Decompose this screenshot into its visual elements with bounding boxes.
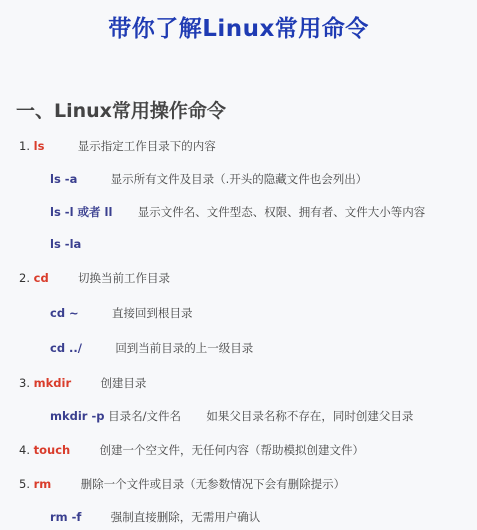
command-name: cd [33,271,49,285]
command-description: 如果父目录名称不存在，同时创建父目录 [206,409,414,423]
command-description: 强制直接删除，无需用户确认 [110,510,261,524]
command-description: 删除一个文件或目录（无参数情况下会有删除提示） [80,477,346,491]
command-description: 显示指定工作目录下的内容 [77,139,216,153]
list-item-touch [19,442,364,458]
command-description: 显示所有文件及目录（.开头的隐藏文件也会列出） [110,172,368,186]
command-option: ls -la [50,237,82,251]
list-item-cd-home [50,305,193,321]
command-description: 回到当前目录的上一级目录 [115,341,254,355]
list-item-mkdir [19,375,146,391]
list-item-cd [19,270,170,286]
list-item-ls-a [50,171,367,187]
command-option: mkdir -p [50,409,105,423]
command-description: 切换当前工作目录 [78,271,171,285]
item-number: 3. [19,376,30,390]
list-item-cd-parent [50,340,253,356]
list-item-rm-f [50,509,260,525]
command-option: ls -a [50,172,78,186]
item-number: 2. [19,271,30,285]
list-item-rm [19,476,345,492]
command-option: cd ~ [50,306,79,320]
command-option: ls -l 或者 ll [50,205,113,219]
item-number: 5. [19,477,30,491]
command-description: 直接回到根目录 [112,306,193,320]
command-option: cd ../ [50,341,82,355]
list-item-ls-la [50,237,81,251]
item-number: 1. [19,139,30,153]
command-name: rm [33,477,52,491]
command-option: rm -f [50,510,82,524]
list-item-ls [19,138,216,154]
command-name: mkdir [33,376,72,390]
command-name: ls [33,139,45,153]
command-description: 显示文件名、文件型态、权限、拥有者、文件大小等内容 [137,205,426,219]
list-item-ls-l [50,204,425,220]
command-description: 创建一个空文件，无任何内容（帮助模拟创建文件） [99,443,365,457]
page-title: 带你了解Linux常用命令 [108,16,369,42]
command-name: touch [33,443,71,457]
list-item-mkdir-p [50,408,413,424]
command-description: 创建目录 [100,376,147,390]
command-option-argument: 目录名/文件名 [108,409,182,423]
section-title: 一、Linux常用操作命令 [16,100,226,122]
item-number: 4. [19,443,30,457]
